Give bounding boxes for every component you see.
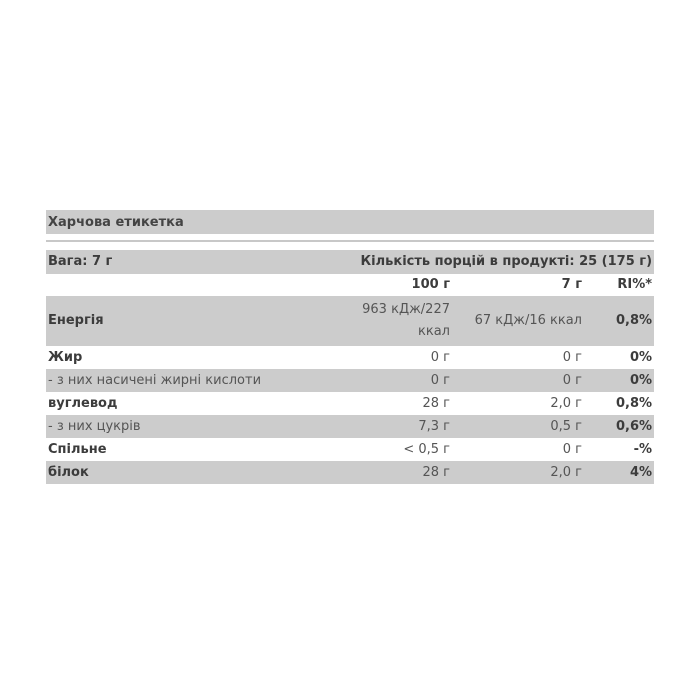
nutrient-per100: 28 г [422,395,450,411]
column-header-ri: RI%* [617,277,653,292]
nutrient-name: Спільне [48,441,107,457]
nutrient-per-serving: 2,0 г [550,395,582,411]
energy-ri: 0,8% [584,296,654,346]
serving-info-row [46,250,654,274]
column-header-nutrient [46,274,306,296]
servings-per-product: Кількість порцій в продукті: 25 (175 г) [306,250,654,274]
table-row [46,438,654,461]
nutrient-per100: 28 г [306,461,452,484]
nutrient-ri: 0,8% [615,395,653,411]
nutrient-ri: 0% [584,369,654,392]
energy-per100 [306,296,452,346]
nutrient-per-serving: 2,0 г [452,461,584,484]
nutrient-per-serving: 0 г [562,349,582,365]
nutrient-name: вуглевод [48,395,118,411]
nutrition-label-title-bar [46,210,654,234]
table-row [46,415,654,438]
nutrient-ri: -% [633,441,653,457]
nutrient-name: білок [46,461,306,484]
title-divider [46,240,654,242]
nutrient-ri: 0,6% [584,415,654,438]
nutrient-ri: 4% [584,461,654,484]
column-header-per-serving: 7 г [561,277,582,292]
nutrient-per-serving: 0 г [452,369,584,392]
nutrition-label-title: Харчова етикетка [48,214,184,230]
nutrition-table [46,250,654,484]
nutrient-per100: 0 г [430,349,450,365]
table-row [46,392,654,415]
energy-per100-line2: ккал [418,324,450,339]
table-row-energy [46,296,654,346]
table-row [46,369,654,392]
nutrient-name: - з них цукрів [46,415,306,438]
table-row [46,346,654,369]
energy-per100-line1: 963 кДж/227 [362,302,450,317]
nutrient-per100: 7,3 г [306,415,452,438]
nutrient-name: Енергія [46,296,306,346]
table-row [46,461,654,484]
nutrient-per100: 0 г [306,369,452,392]
nutrient-per-serving: 0,5 г [452,415,584,438]
nutrient-name: Жир [48,349,83,365]
column-header-per100: 100 г [411,277,450,292]
nutrient-name: - з них насичені жирні кислоти [46,369,306,392]
nutrient-ri: 0% [629,349,653,365]
energy-per-serving: 67 кДж/16 ккал [452,296,584,346]
column-header-row [46,274,654,296]
nutrient-per-serving: 0 г [562,441,582,457]
serving-weight: Вага: 7 г [46,250,306,274]
nutrient-per100: < 0,5 г [403,441,450,457]
